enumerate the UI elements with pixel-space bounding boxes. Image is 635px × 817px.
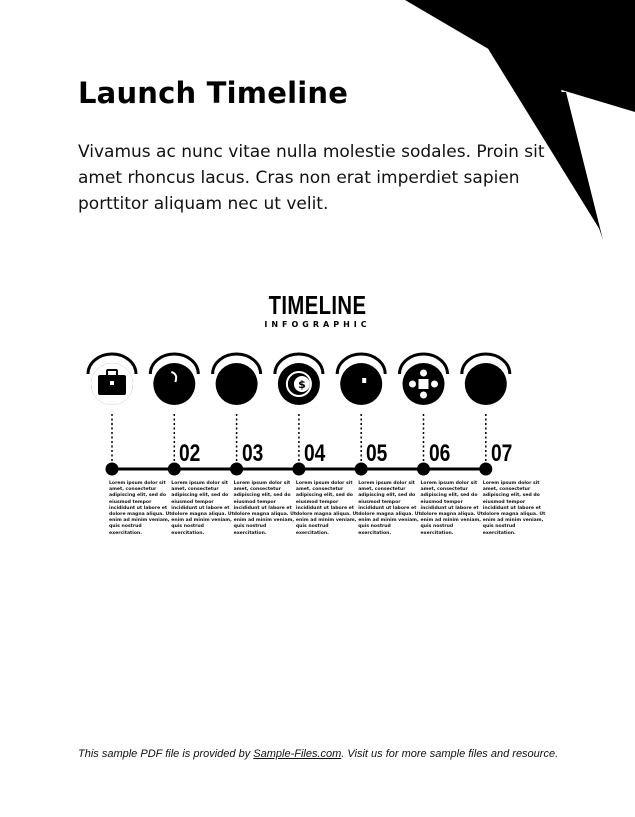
footer-prefix: This sample PDF file is provided by	[78, 748, 254, 760]
step-description: Lorem ipsum dolor sit amet, consectetur adipiscing elit, sed do eiusmod tempor incididunt ut labore et dolore magna aliqua. Ut enim ad minim veniam, quis nostrud exercitation.	[109, 481, 172, 536]
step-number: 05	[366, 440, 388, 467]
timeline-node	[106, 463, 119, 476]
network-node	[420, 392, 427, 399]
network-node	[420, 370, 427, 377]
step-description: Lorem ipsum dolor sit amet, consectetur adipiscing elit, sed do eiusmod tempor incididunt ut labore et dolore magna aliqua. Ut enim ad minim veniam, quis nostrud exercitation.	[295, 481, 359, 536]
step-number: 06	[428, 440, 450, 467]
lightbulb-icon	[153, 363, 195, 405]
step-number: 07	[490, 440, 513, 467]
step-description: Lorem ipsum dolor sit amet, consectetur adipiscing elit, sed do eiusmod tempor incididunt ut labore et dolore magna aliqua. Ut enim ad minim veniam, quis nostrud exercitation.	[420, 481, 483, 536]
step-number: 03	[241, 440, 263, 467]
infographic-title: TIMELINE	[268, 290, 367, 320]
trophy-icon	[465, 363, 507, 405]
step-description: Lorem ipsum dolor sit amet, consectetur adipiscing elit, sed do eiusmod tempor incididunt ut labore et dolore magna aliqua. Ut enim ad minim veniam, quis nostrud exercitation.	[171, 481, 234, 536]
network-center	[419, 379, 429, 389]
step-number: 04	[303, 440, 326, 467]
infographic-subtitle: INFOGRAPHIC	[264, 320, 371, 329]
people-icon	[216, 363, 258, 405]
footer-note	[78, 748, 558, 760]
step-description: Lorem ipsum dolor sit amet, consectetur adipiscing elit, sed do eiusmod tempor incididunt ut labore et dolore magna aliqua. Ut enim ad minim veniam, quis nostrud exercitation.	[233, 481, 297, 536]
page-title: Launch Timeline	[78, 76, 349, 110]
step-description: Lorem ipsum dolor sit amet, consectetur adipiscing elit, sed do eiusmod tempor incididunt ut labore et dolore magna aliqua. Ut enim ad minim veniam, quis nostrud exercitation.	[482, 481, 546, 536]
network-node	[409, 381, 416, 388]
network-node	[431, 381, 438, 388]
footer-suffix: . Visit us for more sample files and resource.	[341, 748, 559, 760]
gear-icon	[340, 363, 382, 405]
gear-notch	[362, 378, 366, 383]
step-number: 02	[179, 440, 201, 467]
dollar-sign: $	[298, 378, 306, 391]
sample-files-link[interactable]: Sample-Files.com	[253, 748, 342, 760]
step-description: Lorem ipsum dolor sit amet, consectetur adipiscing elit, sed do eiusmod tempor incididunt ut labore et dolore magna aliqua. Ut enim ad minim veniam, quis nostrud exercitation.	[358, 481, 421, 536]
intro-paragraph: Vivamus ac nunc vitae nulla molestie sodales. Proin sit amet rhoncus lacus. Cras non erat imperdiet sapien porttitor aliquam nec ut velit.	[78, 142, 545, 214]
briefcase-clasp	[110, 381, 114, 385]
